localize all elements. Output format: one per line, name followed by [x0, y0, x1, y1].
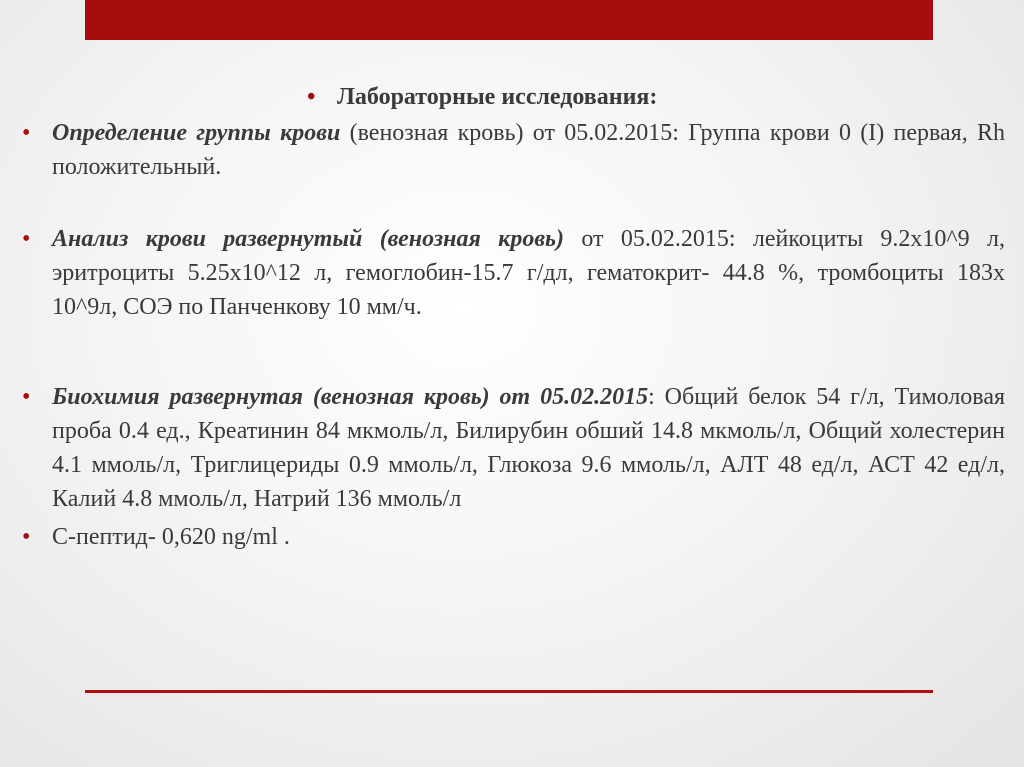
- slide-heading: Лабораторные исследования:: [337, 84, 658, 110]
- item-lead: Биохимия развернутая (венозная кровь) от 05.02.2015: [52, 384, 649, 410]
- item-text: : Общий белок 54 г/л, Тимоловая проба 0.4 ед., Креатинин 84 мкмоль/л, Билирубин обший 14.8 мкмоль/л, Общий холестерин 4.1 ммоль/л, Триглицериды 0.9 ммоль/л, Глюкоза 9.6 ммоль/л, АЛТ 48 ед/л, АСТ 42 ед/л, Калий 4.8 ммоль/л, Натрий 136 ммоль/л: [52, 384, 1006, 512]
- list-item-biochemistry: [22, 380, 1005, 516]
- bullet-icon: •: [307, 84, 316, 110]
- slide-content: [22, 80, 1005, 554]
- bullet-icon: •: [22, 384, 31, 410]
- item-lead: Анализ крови развернутый (венозная кровь): [52, 226, 565, 252]
- spacer: [22, 184, 1005, 222]
- item-text: С-пептид- 0,620 ng/ml .: [52, 524, 290, 550]
- bullet-icon: •: [22, 524, 31, 550]
- bullet-icon: •: [22, 120, 31, 146]
- list-item-blood-analysis: [22, 222, 1005, 324]
- heading-item: [307, 80, 1005, 114]
- bullet-icon: •: [22, 226, 31, 252]
- item-text: от 05.02.2015: лейкоциты 9.2x10^9 л, эритроциты 5.25x10^12 л, гемоглобин-15.7 г/дл, гематокрит- 44.8 %, тромбоциты 183x 10^9л, СОЭ по Панченкову 10 мм/ч.: [52, 226, 1005, 320]
- list-item-c-peptide: [22, 520, 1005, 554]
- bottom-divider: [85, 690, 933, 693]
- top-accent-bar: [85, 0, 933, 40]
- list-item-blood-group: [22, 116, 1005, 184]
- item-text: (венозная кровь) от 05.02.2015: Группа крови 0 (I) первая, Rh положительный.: [52, 120, 1006, 180]
- item-lead: Определение группы крови: [52, 120, 341, 146]
- spacer: [22, 324, 1005, 380]
